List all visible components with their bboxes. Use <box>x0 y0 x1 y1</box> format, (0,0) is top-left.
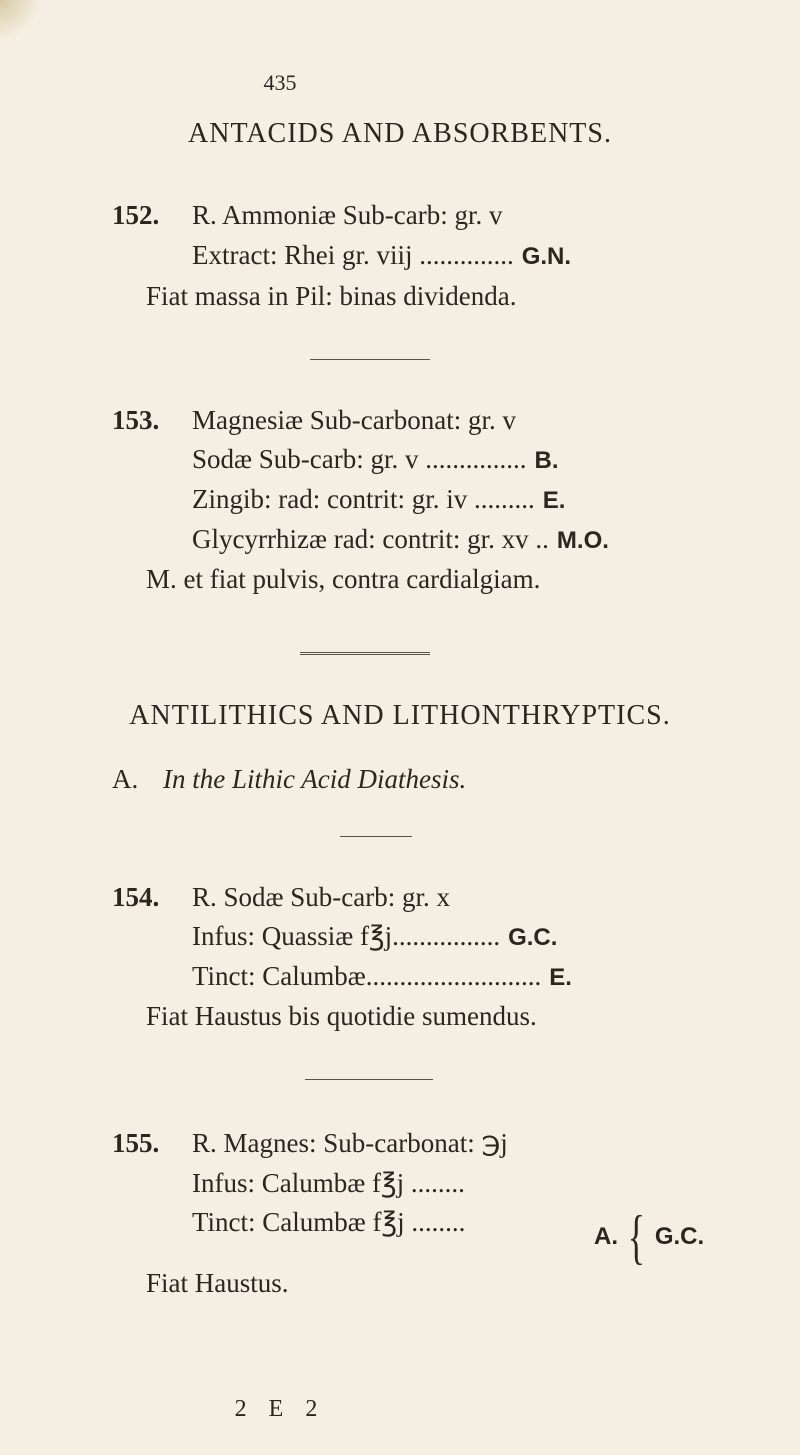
recipe-154-line-2: Infus: Quassiæ f℥j................ G.C. <box>192 921 558 951</box>
page-number: 435 <box>263 70 297 95</box>
recipe-155-line-1: 155. R. Magnes: Sub-carbonat: ℈j <box>112 1128 508 1158</box>
recipe-154-line-1: 154. R. Sodæ Sub-carb: gr. x <box>112 882 451 912</box>
divider <box>305 1079 433 1080</box>
recipe-155-line-3: Tinct: Calumbæ f℥j ........ <box>192 1207 466 1237</box>
brace-group: A. { G.C. <box>594 1204 705 1270</box>
divider <box>340 836 412 837</box>
section-divider <box>300 652 430 655</box>
section-heading-antacids: ANTACIDS AND ABSORBENTS. <box>188 118 612 149</box>
paper-stain <box>0 0 40 40</box>
recipe-153-directions: M. et fiat pulvis, contra cardialgiam. <box>146 564 541 594</box>
recipe-153-line-2: Sodæ Sub-carb: gr. v ............... B. <box>192 444 559 474</box>
recipe-152-line-2: Extract: Rhei gr. viij .............. G.N. <box>192 240 572 270</box>
recipe-152-directions: Fiat massa in Pil: binas dividenda. <box>146 281 517 311</box>
recipe-154-directions: Fiat Haustus bis quotidie sumendus. <box>146 1001 537 1031</box>
prescriber-mark: G.N. <box>521 243 572 270</box>
subsection-heading: A. In the Lithic Acid Diathesis. <box>112 764 467 794</box>
recipe-155-directions: Fiat Haustus. <box>146 1268 289 1298</box>
recipe-153-line-3: Zingib: rad: contrit: gr. iv ......... E. <box>192 484 566 514</box>
brace-icon: { <box>627 1204 646 1270</box>
recipe-152-line-1: 152. R. Ammoniæ Sub-carb: gr. v <box>112 200 503 230</box>
recipe-153-line-1: 153. Magnesiæ Sub-carbonat: gr. v <box>112 405 516 435</box>
recipe-154-line-3: Tinct: Calumbæ.......................... E. <box>192 961 572 991</box>
recipe-155-line-2: Infus: Calumbæ f℥j ........ <box>192 1168 465 1198</box>
signature-mark: 2 E 2 <box>234 1396 326 1422</box>
divider <box>310 359 430 360</box>
recipe-153-line-4: Glycyrrhizæ rad: contrit: gr. xv .. M.O. <box>192 524 609 554</box>
section-heading-antilithics: ANTILITHICS AND LITHONTHRYPTICS. <box>129 700 671 731</box>
